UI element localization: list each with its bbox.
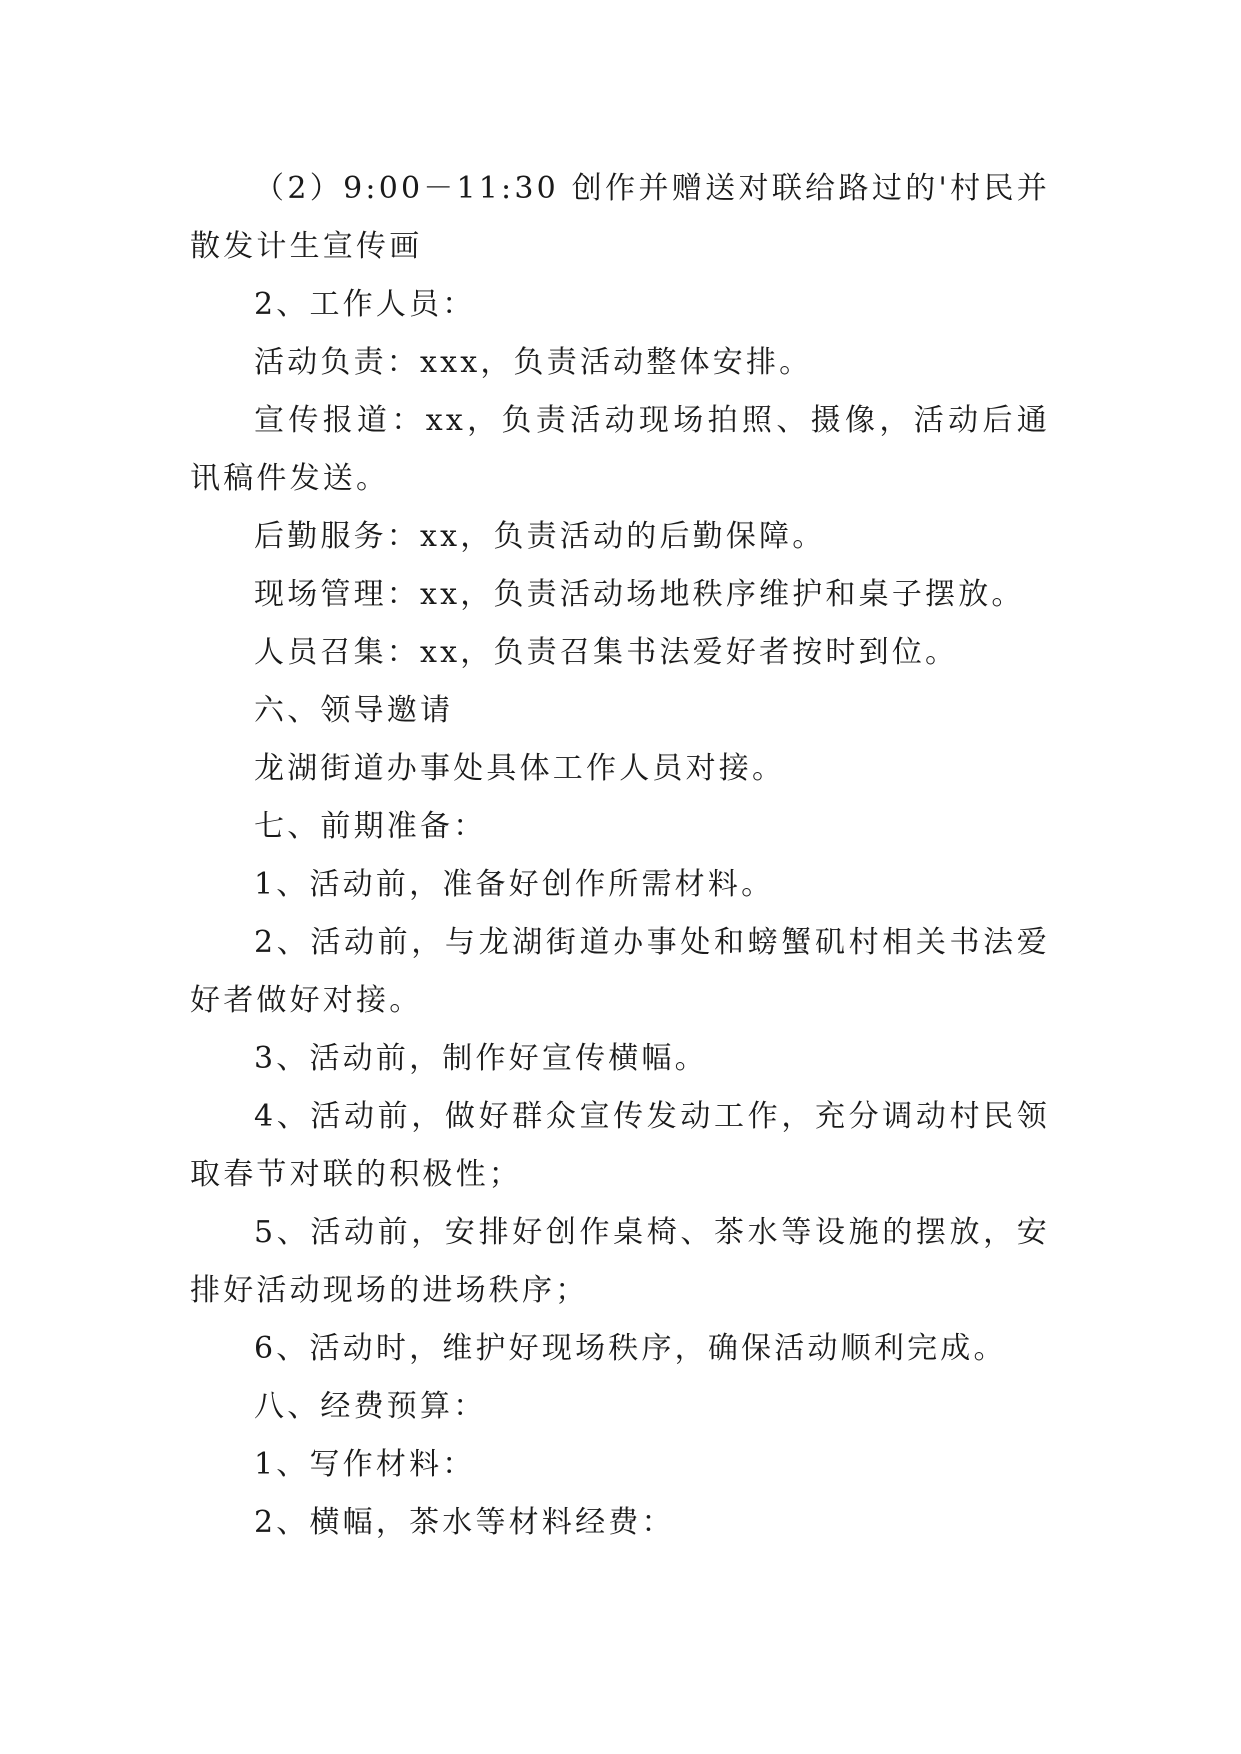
heading-staff: 2、工作人员：: [254, 287, 476, 322]
paragraph-prep-4: 4、活动前，做好群众宣传发动工作，充分调动村民领取春节对联的积极性；: [190, 1099, 1050, 1192]
paragraph-prep-1: 1、活动前，准备好创作所需材料。: [254, 867, 775, 902]
heading-leader-invitation: 六、领导邀请: [254, 693, 454, 728]
paragraph-prep-5: 5、活动前，安排好创作桌椅、茶水等设施的摆放，安排好活动现场的进场秩序；: [190, 1215, 1050, 1308]
paragraph-liaison: 龙湖街道办事处具体工作人员对接。: [254, 751, 786, 786]
heading-preparation: 七、前期准备：: [254, 809, 487, 844]
paragraph-prep-2: 2、活动前，与龙湖街道办事处和螃蟹矶村相关书法爱好者做好对接。: [190, 925, 1050, 1018]
heading-budget: 八、经费预算：: [254, 1389, 487, 1424]
paragraph-prep-6: 6、活动时，维护好现场秩序，确保活动顺利完成。: [254, 1331, 1007, 1366]
paragraph-budget-2: 2、横幅，茶水等材料经费：: [254, 1505, 675, 1540]
paragraph-recruitment: 人员召集：xx，负责召集书法爱好者按时到位。: [254, 635, 959, 670]
paragraph-publicity: 宣传报道：xx，负责活动现场拍照、摄像，活动后通讯稿件发送。: [190, 403, 1050, 496]
document-page: [190, 160, 1050, 1552]
paragraph-budget-1: 1、写作材料：: [254, 1447, 476, 1482]
paragraph-prep-3: 3、活动前，制作好宣传横幅。: [254, 1041, 708, 1076]
paragraph-activity-lead: 活动负责：xxx，负责活动整体安排。: [254, 345, 813, 380]
paragraph-site-management: 现场管理：xx，负责活动场地秩序维护和桌子摆放。: [254, 577, 1025, 612]
paragraph-logistics: 后勤服务：xx，负责活动的后勤保障。: [254, 519, 826, 554]
paragraph-schedule-item-2: （2）9:00－11:30 创作并赠送对联给路过的'村民并散发计生宣传画: [190, 171, 1050, 264]
